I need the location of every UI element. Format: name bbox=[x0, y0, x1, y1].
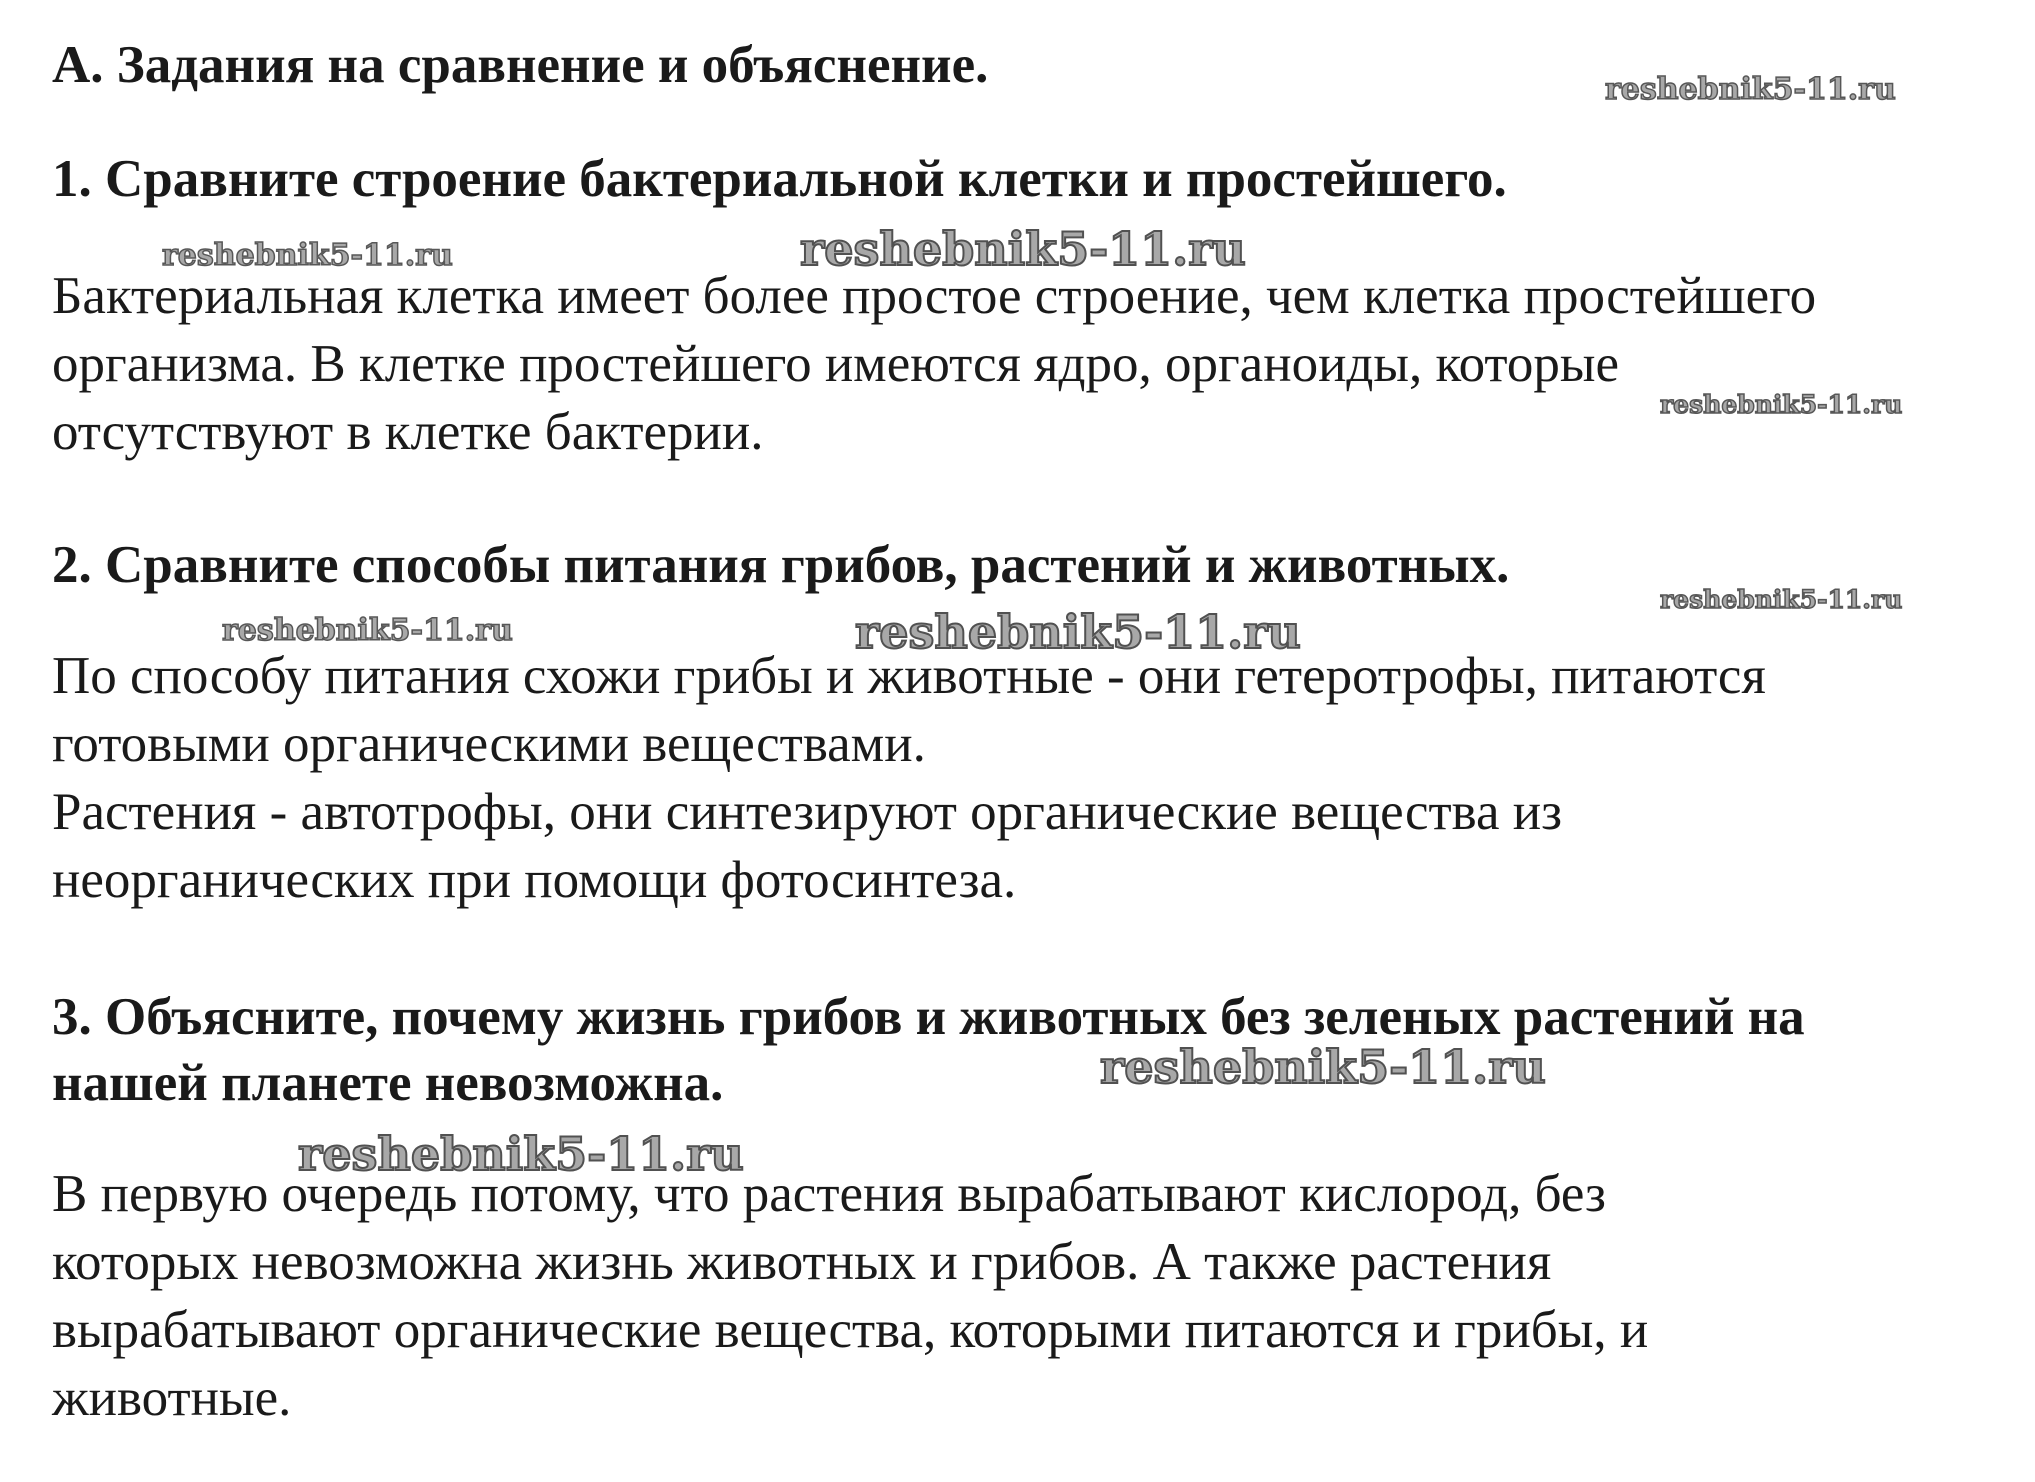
answer-2-line: По способу питания схожи грибы и животные - они гетеротрофы, питаются bbox=[52, 647, 1766, 705]
section-title: А. Задания на сравнение и объяснение. bbox=[52, 36, 989, 94]
question-2: 2. Сравните способы питания грибов, растений и животных. bbox=[52, 536, 1510, 594]
watermark: reshebnik5-11.ru bbox=[298, 1127, 744, 1181]
watermark: reshebnik5-11.ru bbox=[162, 238, 453, 273]
question-1: 1. Сравните строение бактериальной клетки и простейшего. bbox=[52, 150, 1507, 208]
watermark: reshebnik5-11.ru bbox=[222, 613, 513, 648]
answer-1 bbox=[52, 262, 1816, 466]
answer-1-line: организма. В клетке простейшего имеются ядро, органоиды, которые bbox=[52, 335, 1619, 393]
answer-1-line: отсутствуют в клетке бактерии. bbox=[52, 403, 764, 461]
answer-3-line: вырабатывают органические вещества, которыми питаются и грибы, и bbox=[52, 1301, 1649, 1359]
answer-2-line: Растения - автотрофы, они синтезируют органические вещества из bbox=[52, 783, 1563, 841]
question-3-line: нашей планете невозможна. bbox=[52, 1054, 724, 1112]
answer-3 bbox=[52, 1160, 1648, 1432]
watermark: reshebnik5-11.ru bbox=[1660, 585, 1903, 614]
answer-3-line: В первую очередь потому, что растения вырабатывают кислород, без bbox=[52, 1165, 1606, 1223]
answer-2-line: неорганических при помощи фотосинтеза. bbox=[52, 851, 1017, 909]
answer-2-line: готовыми органическими веществами. bbox=[52, 715, 926, 773]
question-3-line: 3. Объясните, почему жизнь грибов и животных без зеленых растений на bbox=[52, 988, 1805, 1046]
watermark: reshebnik5-11.ru bbox=[1605, 72, 1896, 107]
watermark: reshebnik5-11.ru bbox=[1660, 390, 1903, 419]
answer-3-line: которых невозможна жизнь животных и грибов. А также растения bbox=[52, 1233, 1552, 1291]
answer-3-line: животные. bbox=[52, 1369, 292, 1427]
answer-1-line: Бактериальная клетка имеет более простое строение, чем клетка простейшего bbox=[52, 267, 1817, 325]
watermark: reshebnik5-11.ru bbox=[800, 222, 1246, 276]
answer-2 bbox=[52, 642, 1766, 914]
watermark: reshebnik5-11.ru bbox=[855, 605, 1301, 659]
watermark: reshebnik5-11.ru bbox=[1100, 1040, 1546, 1094]
